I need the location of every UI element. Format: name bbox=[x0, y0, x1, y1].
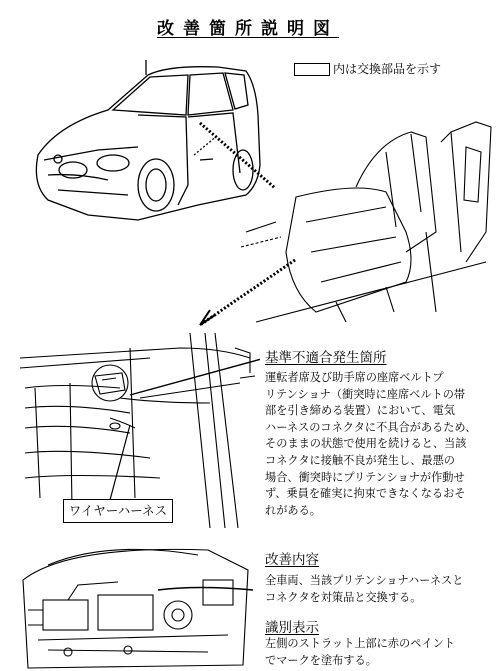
identification-line: 左側のストラット上部に赤のペイント bbox=[265, 637, 455, 650]
defect-line: ず、乗員を確実に拘束できなくなるおそ bbox=[265, 487, 466, 501]
page-title: 改善箇所説明図 bbox=[157, 19, 339, 39]
identification-description bbox=[265, 636, 495, 669]
legend-swatch bbox=[294, 63, 330, 76]
pointer-arrow-detail bbox=[185, 255, 305, 335]
defect-line: リテンショナ（衝突時に座席ベルトの帯 bbox=[265, 387, 466, 401]
defect-line: 運転者席及び助手席の座席ベルトプ bbox=[265, 371, 444, 384]
wire-harness-label: ワイヤーハーネス bbox=[63, 499, 173, 523]
legend-text: 内は交換部品を示す bbox=[333, 62, 442, 76]
defect-line: 部を引き締める装置）において、電気 bbox=[265, 404, 455, 418]
defect-heading: 基準不適合発生箇所 bbox=[265, 350, 387, 366]
defect-line: コネクタに接触不良が発生し、最悪の bbox=[265, 453, 455, 467]
improvement-line: 全車両、当該プリテンショナハーネスと bbox=[265, 574, 464, 587]
defect-line: れがある。 bbox=[265, 503, 321, 517]
defect-line: そのままの状態で使用を続けると、当該 bbox=[265, 437, 467, 451]
identification-heading: 識別表示 bbox=[265, 620, 319, 636]
defect-description bbox=[265, 370, 495, 519]
engine-bay-illustration bbox=[8, 540, 258, 670]
improvement-description bbox=[265, 573, 495, 606]
defect-line: 場合、衝突時にプリテンショナが作動せ bbox=[265, 470, 465, 484]
defect-line: ハーネスのコネクタに不具合があるため、 bbox=[265, 420, 477, 434]
harness-pointer-line bbox=[100, 420, 140, 500]
improvement-line: コネクタを対策品と交換する。 bbox=[265, 590, 422, 604]
improvement-heading: 改善内容 bbox=[265, 552, 319, 568]
identification-line: でマークを塗布する。 bbox=[265, 653, 377, 667]
